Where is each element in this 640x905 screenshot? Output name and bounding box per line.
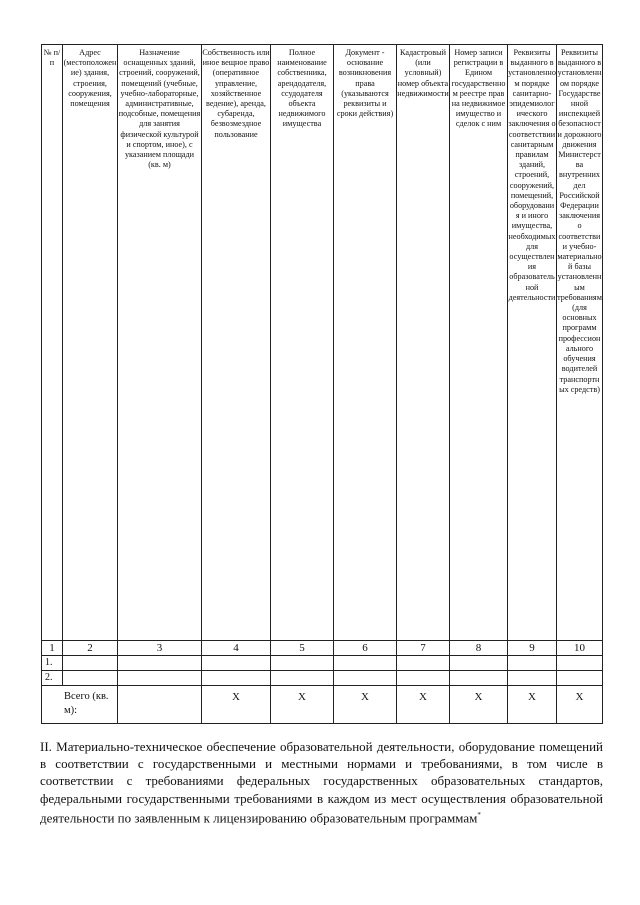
- empty-cell: [450, 671, 508, 686]
- header-cell: Реквизиты выданного в установленном порядке Государственной инспекцией безопасности дорожного движения Министерства внутренних дел Российской Федерации заключения о соответствии учебно-материальной базы установленным требованиям (для основных программ профессионального обучения водителей транспортных средств): [557, 45, 603, 641]
- empty-cell: [450, 656, 508, 671]
- empty-cell: [118, 686, 202, 724]
- empty-cell: [397, 656, 450, 671]
- column-number: 3: [118, 641, 202, 656]
- total-mark: Х: [271, 686, 334, 724]
- total-mark: Х: [508, 686, 557, 724]
- empty-cell: [63, 671, 118, 686]
- column-number: 8: [450, 641, 508, 656]
- table-row: [42, 656, 603, 671]
- section-heading: [40, 738, 603, 826]
- column-number: 2: [63, 641, 118, 656]
- header-cell: Полное наименование собственника, арендодателя, ссудодателя объекта недвижимого имущества: [271, 45, 334, 641]
- total-mark: Х: [450, 686, 508, 724]
- total-mark: Х: [397, 686, 450, 724]
- header-cell: Адрес (местоположение) здания, строения, сооружения, помещения: [63, 45, 118, 641]
- empty-cell: [202, 671, 271, 686]
- column-number: 4: [202, 641, 271, 656]
- empty-cell: [334, 671, 397, 686]
- row-number: 1.: [42, 656, 63, 671]
- column-number: 7: [397, 641, 450, 656]
- column-number: 5: [271, 641, 334, 656]
- header-cell: Назначение оснащенных зданий, строений, сооружений, помещений (учебные, учебно-лабораторные, административные, подсобные, помещения для занятия физической культурой и спортом, иное), с указанием площади (кв. м): [118, 45, 202, 641]
- empty-cell: [118, 656, 202, 671]
- row-number: 2.: [42, 671, 63, 686]
- column-number: 1: [42, 641, 63, 656]
- header-cell: Собственность или иное вещное право (оперативное управление, хозяйственное ведение), аренда, субаренда, безвозмездное пользование: [202, 45, 271, 641]
- column-number-row: [42, 641, 603, 656]
- empty-cell: [508, 656, 557, 671]
- column-number: 10: [557, 641, 603, 656]
- empty-cell: [63, 656, 118, 671]
- empty-cell: [271, 656, 334, 671]
- empty-cell: [202, 656, 271, 671]
- total-label: Всего (кв. м):: [42, 686, 118, 724]
- empty-cell: [118, 671, 202, 686]
- empty-cell: [334, 656, 397, 671]
- footnote-mark: *: [477, 810, 481, 819]
- header-cell: Реквизиты выданного в установленном порядке санитарно-эпидемиологического заключения о соответствии санитарным правилам зданий, строений, сооружений, помещений, оборудования и иного имущества, необходимых для осуществления образовательной деятельности: [508, 45, 557, 641]
- header-cell: Кадастровый (или условный) номер объекта недвижимости: [397, 45, 450, 641]
- header-cell: № п/п: [42, 45, 63, 641]
- table-row: [42, 671, 603, 686]
- total-mark: Х: [334, 686, 397, 724]
- premises-table: [41, 44, 603, 724]
- empty-cell: [397, 671, 450, 686]
- section-text: II. Материально-техническое обеспечение образовательной деятельности, оборудование помещений в соответствии с государственными и местными нормами и требованиями, в том числе в соответствии с требованиями федеральных государственных образовательных стандартов, федеральными государственными требованиями в каждом из мест осуществления образовательной деятельности по заявленным к лицензированию образовательным программам: [40, 739, 603, 826]
- total-mark: Х: [557, 686, 603, 724]
- empty-cell: [557, 656, 603, 671]
- empty-cell: [271, 671, 334, 686]
- header-cell: Номер записи регистрации в Едином государственном реестре прав на недвижимое имущество и сделок с ним: [450, 45, 508, 641]
- header-cell: Документ - основание возникновения права (указываются реквизиты и сроки действия): [334, 45, 397, 641]
- total-row: [42, 686, 603, 724]
- empty-cell: [557, 671, 603, 686]
- table-header-row: [42, 45, 603, 641]
- column-number: 6: [334, 641, 397, 656]
- column-number: 9: [508, 641, 557, 656]
- empty-cell: [508, 671, 557, 686]
- total-mark: Х: [202, 686, 271, 724]
